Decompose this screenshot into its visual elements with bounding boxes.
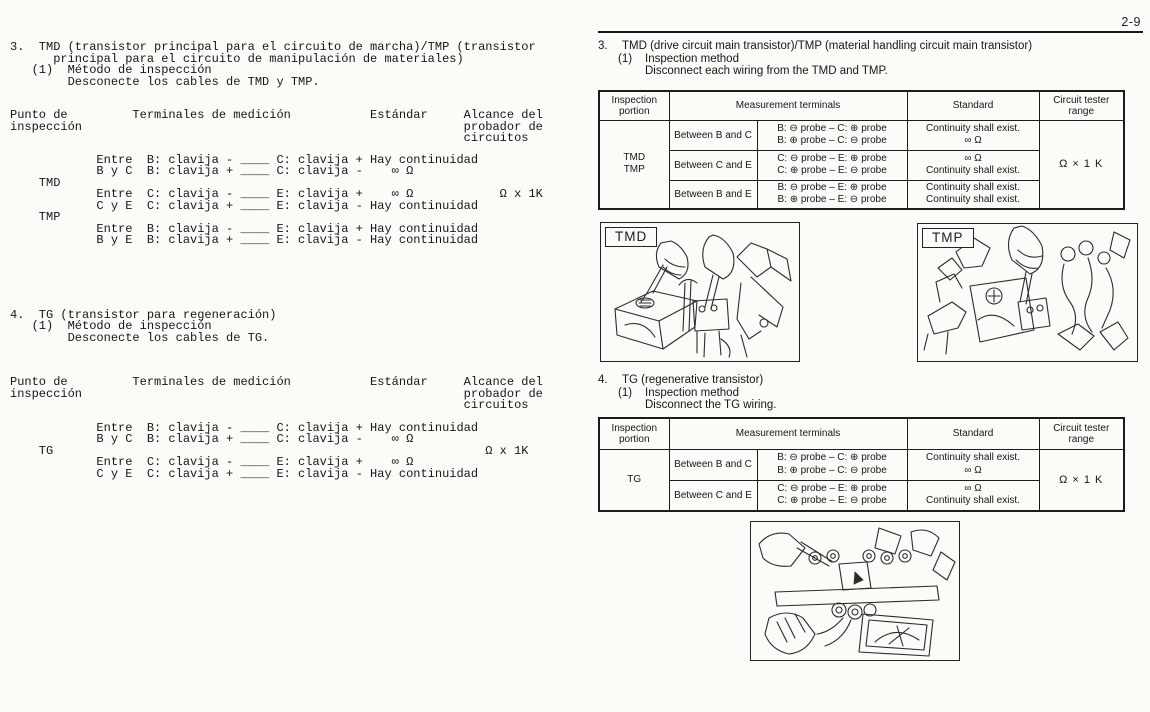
section-4-heading <box>598 374 776 412</box>
text-line: Desconecte los cables de TG. <box>10 330 270 345</box>
probe-line: B: ⊕ probe – C: ⊖ probe <box>777 464 887 476</box>
tg-inspection-table <box>598 417 1125 512</box>
step-title: Inspection method <box>645 52 739 65</box>
col-header-circuit-tester-range: Circuit tester range <box>1039 418 1124 449</box>
standard-line: ∞ Ω <box>964 152 982 164</box>
standard-line: Continuity shall exist. <box>926 495 1020 507</box>
header-rule <box>598 31 1143 33</box>
tmd-tmp-rows-es <box>10 152 588 247</box>
terminal-pair-cell: Between B and C <box>669 449 757 480</box>
text-line: Entre C: clavija - ____ E: clavija + ∞ Ω Ω x 1K <box>10 187 543 201</box>
probe-line: B: ⊕ probe – E: ⊖ probe <box>777 194 887 206</box>
table-header-es <box>10 110 588 145</box>
probe-cell <box>757 180 907 209</box>
text-line: B y E B: clavija + ____ E: clavija - Hay continuidad <box>10 233 479 247</box>
col-header-measurement-terminals: Measurement terminals <box>669 418 907 449</box>
standard-line: Continuity shall exist. <box>926 194 1020 206</box>
standard-line: Continuity shall exist. <box>926 165 1020 176</box>
probe-line: C: ⊖ probe – E: ⊕ probe <box>777 482 887 494</box>
probe-line: B: ⊖ probe – C: ⊕ probe <box>777 452 887 463</box>
step-number: (1) <box>618 386 633 399</box>
tg-illustration-sketch <box>751 522 956 657</box>
standard-line: Continuity shall exist. <box>926 181 1020 193</box>
text-line: 3. TMD (transistor principal para el circuito de marcha)/TMP (transistor <box>10 40 536 54</box>
terminal-pair-cell: Between C and E <box>669 480 757 511</box>
inspection-portion-cell: TG <box>599 449 669 511</box>
section-number: 3. <box>598 40 608 52</box>
text-line: B y C B: clavija + ____ C: clavija - ∞ Ω <box>10 432 414 446</box>
text-line: TMP <box>10 210 61 224</box>
section-number: 4. <box>598 374 608 386</box>
text-line: TMD <box>10 175 61 190</box>
text-line: B y C B: clavija + ____ C: clavija - ∞ Ω <box>10 164 414 178</box>
tester-range-cell: Ω × 1 K <box>1039 120 1124 209</box>
text-line: Punto de Terminales de medición Estándar Alcance del <box>10 375 543 389</box>
terminal-pair-cell: Between B and E <box>669 180 757 209</box>
step-title: Inspection method <box>645 386 739 399</box>
col-header-measurement-terminals: Measurement terminals <box>669 91 907 120</box>
terminal-pair-cell: Between C and E <box>669 150 757 180</box>
english-column <box>598 0 1143 712</box>
section-3-heading-es <box>10 42 588 88</box>
instruction-text: Disconnect each wiring from the TMD and TMP. <box>645 65 888 77</box>
standard-line: Continuity shall exist. <box>926 122 1020 134</box>
col-header-inspection-portion: Inspection portion <box>599 91 669 120</box>
probe-line: B: ⊖ probe – E: ⊕ probe <box>777 181 887 193</box>
text-line: circuitos <box>10 131 529 145</box>
probe-line: C: ⊕ probe – E: ⊖ probe <box>777 495 887 507</box>
text-line: C y E C: clavija + ____ E: clavija - Hay continuidad <box>10 198 479 213</box>
standard-cell <box>907 449 1039 480</box>
tester-range-cell: Ω × 1 K <box>1039 449 1124 511</box>
portion-line: TMP <box>623 164 645 176</box>
text-line: Punto de Terminales de medición Estándar Alcance del <box>10 108 543 122</box>
probe-line: B: ⊖ probe – C: ⊕ probe <box>777 122 887 134</box>
text-line: inspección probador de <box>10 386 543 401</box>
section-title: TG (regenerative transistor) <box>622 374 764 386</box>
probe-cell <box>757 120 907 150</box>
terminal-pair-cell: Between B and C <box>669 120 757 150</box>
section-3-heading <box>598 40 1032 78</box>
text-line: circuitos <box>10 398 529 412</box>
standard-line: Continuity shall exist. <box>926 452 1020 463</box>
tg-illustration-frame <box>750 521 960 661</box>
text-line: inspección probador de <box>10 119 543 134</box>
probe-cell <box>757 150 907 180</box>
standard-cell <box>907 480 1039 511</box>
step-number: (1) <box>618 52 633 65</box>
instruction-text: Disconnect the TG wiring. <box>645 399 777 411</box>
section-4-heading-es <box>10 307 588 345</box>
tmd-illustration-label: TMD <box>605 227 657 247</box>
portion-line: TMD <box>623 151 646 163</box>
probe-line: C: ⊖ probe – E: ⊕ probe <box>777 152 887 164</box>
text-line: Desconecte los cables de TMD y TMP. <box>10 74 320 89</box>
text-line: Entre C: clavija - ____ E: clavija + ∞ Ω <box>10 455 414 469</box>
probe-cell <box>757 449 907 480</box>
text-line: Entre B: clavija - ____ C: clavija + Hay continuidad <box>10 152 479 167</box>
text-line: Entre B: clavija - ____ C: clavija + Hay continuidad <box>10 420 479 435</box>
text-line: TG Ω x 1K <box>10 443 529 458</box>
col-header-standard: Standard <box>907 91 1039 120</box>
tg-rows-es <box>10 420 588 481</box>
probe-line: B: ⊕ probe – C: ⊖ probe <box>777 135 887 146</box>
tmp-illustration-frame <box>917 223 1138 362</box>
inspection-portion-cell <box>599 120 669 209</box>
text-line: 4. TG (transistor para regeneración) <box>10 307 277 322</box>
text-line: (1) Método de inspección <box>10 319 212 333</box>
table-header-es-2 <box>10 377 588 412</box>
col-header-circuit-tester-range: Circuit tester range <box>1039 91 1124 120</box>
page-number: 2-9 <box>1121 15 1141 29</box>
standard-cell <box>907 150 1039 180</box>
standard-line: ∞ Ω <box>964 482 982 494</box>
text-line: C y E C: clavija + ____ E: clavija - Hay continuidad <box>10 466 479 481</box>
standard-cell <box>907 120 1039 150</box>
probe-cell <box>757 480 907 511</box>
standard-cell <box>907 180 1039 209</box>
spanish-column <box>10 42 588 480</box>
tmp-illustration-label: TMP <box>922 228 974 248</box>
probe-line: C: ⊕ probe – E: ⊖ probe <box>777 165 887 176</box>
text-line: Entre B: clavija - ____ E: clavija + Hay continuidad <box>10 221 479 236</box>
col-header-inspection-portion: Inspection portion <box>599 418 669 449</box>
col-header-standard: Standard <box>907 418 1039 449</box>
text-line: (1) Método de inspección <box>10 63 212 77</box>
standard-line: ∞ Ω <box>964 135 982 146</box>
standard-line: ∞ Ω <box>964 464 982 476</box>
text-line: principal para el circuito de manipulación de materiales) <box>10 51 464 66</box>
tmd-illustration-frame <box>600 222 800 362</box>
tmd-tmp-inspection-table <box>598 90 1125 210</box>
section-title: TMD (drive circuit main transistor)/TMP (material handling circuit main transistor) <box>622 40 1033 52</box>
